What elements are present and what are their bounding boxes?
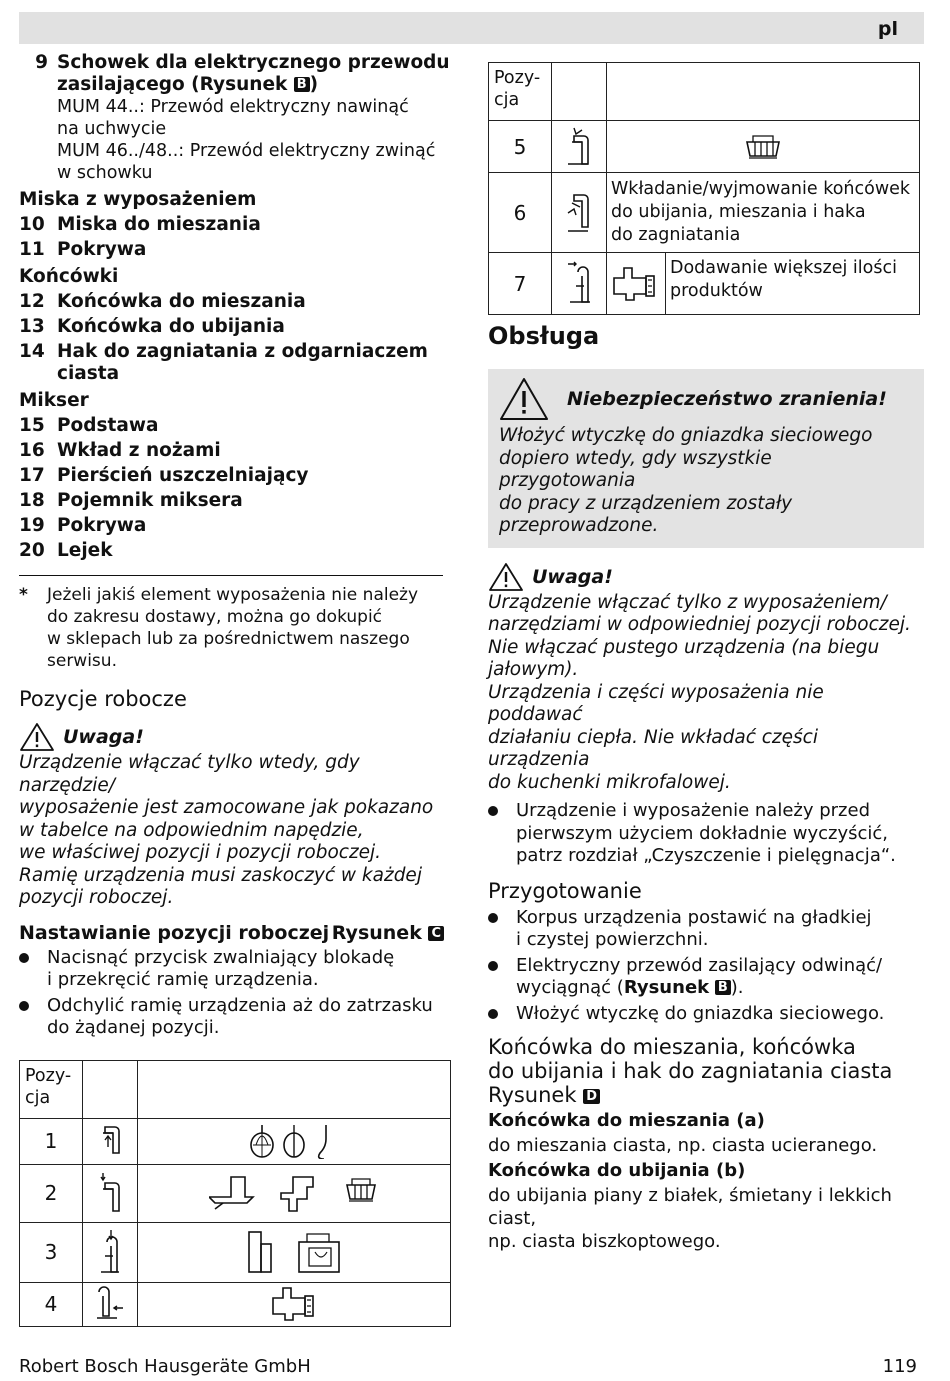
bullet-text — [516, 907, 924, 952]
tool-icons-cell — [138, 1222, 451, 1282]
language-code: pl — [877, 18, 898, 40]
table-row — [20, 1164, 451, 1222]
list-item — [19, 515, 459, 537]
figure-badge: B — [294, 77, 310, 92]
list-item — [19, 214, 459, 236]
item-label: Lejek — [57, 540, 113, 561]
position-2-icon — [97, 1171, 123, 1215]
figure-ref — [332, 922, 444, 944]
item-number: 9 — [35, 52, 48, 73]
tool-icons-cell — [138, 1282, 451, 1326]
list-item — [19, 490, 459, 512]
danger-line3: do pracy z urządzeniem zostały — [499, 492, 793, 514]
position-7-icon — [564, 260, 594, 308]
mixing-tool-heading: Końcówka do mieszania (a) — [488, 1110, 765, 1131]
position-4-icon — [95, 1286, 125, 1322]
bullet-item — [488, 1003, 924, 1026]
caution-text — [488, 592, 924, 795]
position-icon-cell — [552, 173, 607, 253]
bullet-line: Urządzenie i wyposażenie należy przed — [516, 800, 870, 821]
position-number: 5 — [489, 121, 552, 173]
group-heading-tools: Końcówki — [19, 266, 119, 287]
position-number: 1 — [20, 1118, 83, 1164]
caution-line1: Urządzenie włączać tylko z wyposażeniem/ — [488, 591, 887, 613]
header-bar — [19, 12, 924, 44]
bullet-item — [488, 955, 924, 1000]
footnote-symbol: * — [19, 585, 28, 605]
table-row — [489, 121, 920, 173]
group-heading-bowl: Miska z wyposażeniem — [19, 189, 257, 210]
caution-line5: Ramię urządzenia musi zaskoczyć w każdej — [19, 864, 422, 886]
item9-sub2-line2: w schowku — [57, 163, 153, 183]
item9-title-line1: Schowek dla elektrycznego przewodu — [57, 52, 450, 73]
description-line1: Wkładanie/wyjmowanie końcówek — [611, 179, 911, 199]
mixing-tool-text: do mieszania ciasta, np. ciasta ucieranego. — [488, 1135, 878, 1156]
whisk-line1: do ubijania piany z białek, śmietany i lekkich ciast, — [488, 1185, 892, 1229]
table-header-line1: Pozy- — [494, 68, 541, 88]
danger-heading — [499, 377, 913, 421]
caution-line1: Urządzenie włączać tylko wtedy, gdy narzędzie/ — [19, 752, 360, 796]
bullet-text — [516, 800, 924, 868]
caution-line3: w tabelce na odpowiednim napędzie, — [19, 819, 364, 841]
tools-title-line3: Rysunek — [488, 1083, 577, 1107]
item-number: 15 — [19, 415, 45, 436]
bullet-line-close: ). — [730, 977, 744, 998]
warning-triangle-icon — [19, 722, 55, 752]
item-number: 17 — [19, 465, 45, 486]
tool-icons-cell — [607, 121, 920, 173]
whisk-text — [488, 1184, 924, 1253]
position-5-icon — [564, 126, 594, 168]
list-item — [19, 415, 459, 437]
item14-line2: ciasta — [57, 363, 120, 384]
position-3-icon — [97, 1228, 123, 1276]
table-header-empty — [607, 63, 920, 121]
item-label: Pokrywa — [57, 515, 147, 536]
meat-grinder-icon — [269, 1284, 319, 1324]
table-header-line2: cja — [25, 1087, 51, 1108]
caution-line4: jałowym). — [488, 659, 579, 680]
danger-line1: Włożyć wtyczkę do gniazdka sieciowego — [499, 425, 873, 446]
positions-table-right — [488, 62, 920, 315]
table-row — [20, 1282, 451, 1326]
caution-line2: wyposażenie jest zamocowane jak pokazano — [19, 797, 434, 818]
table-header-empty — [552, 63, 607, 121]
item-number: 10 — [19, 214, 45, 235]
mixing-tools-icon — [244, 1123, 344, 1159]
bullet-line: pierwszym użyciem dokładnie wyczyścić, — [516, 822, 888, 844]
bullet-dot — [19, 947, 47, 992]
bullet-line: Odchylić ramię urządzenia aż do zatrzasku — [47, 994, 433, 1016]
caution-line4: we właściwej pozycji i pozycji roboczej. — [19, 842, 382, 863]
bullet-dot — [488, 1003, 516, 1026]
caution-line6: działaniu ciepła. Nie wkładać części urządzenia — [488, 726, 818, 770]
position-icon-cell — [83, 1222, 138, 1282]
caution-line6: pozycji roboczej. — [19, 887, 174, 908]
position-number: 2 — [20, 1164, 83, 1222]
item9-sub1-line2: na uchwycie — [57, 119, 167, 139]
list-item — [19, 316, 459, 338]
tools-title-line2: do ubijania i hak do zagniatania ciasta — [488, 1059, 893, 1083]
description-line2: produktów — [670, 281, 763, 301]
position-icon-cell — [552, 121, 607, 173]
mixer-blender-icon — [239, 1228, 349, 1276]
footnote-line2: do zakresu dostawy, można go dokupić — [47, 607, 383, 627]
description-line2: do ubijania, mieszania i haka — [611, 202, 866, 222]
group-heading-mixer: Mikser — [19, 390, 89, 411]
position-number: 4 — [20, 1282, 83, 1326]
accessory-attachments-icon — [209, 1171, 379, 1215]
item-label: Podstawa — [57, 415, 159, 436]
bullet-dot — [488, 955, 516, 1000]
item-label — [57, 52, 459, 96]
left-column — [19, 52, 459, 1327]
table-header-position — [20, 1060, 83, 1118]
footnote-line1: Jeżeli jakiś element wyposażenia nie należy — [47, 585, 419, 605]
bullet-text — [47, 995, 459, 1040]
caution-line7: do kuchenki mikrofalowej. — [488, 771, 731, 793]
item-number: 20 — [19, 540, 45, 561]
figure-badge: D — [583, 1089, 600, 1104]
caution-text — [19, 752, 459, 910]
item-number: 11 — [19, 239, 45, 260]
item-number: 13 — [19, 316, 45, 337]
caution-line5: Urządzenia i części wyposażenia nie poddawać — [488, 681, 824, 725]
bullet-dot — [488, 800, 516, 868]
section-title-preparation: Przygotowanie — [488, 878, 642, 903]
list-item — [19, 291, 459, 313]
list-item — [19, 440, 459, 462]
position-6-icon — [564, 191, 594, 235]
footnote-line4: serwisu. — [47, 651, 117, 671]
table-row — [489, 253, 920, 315]
bullet-line: Elektryczny przewód zasilający odwinąć/ — [516, 954, 883, 976]
danger-title: Niebezpieczeństwo zranienia! — [567, 388, 887, 410]
bullet-dot — [19, 995, 47, 1040]
caution-line3: Nie włączać pustego urządzenia (na biegu — [488, 636, 880, 658]
item-label: Końcówka do ubijania — [57, 316, 285, 337]
bullet-line: patrz rozdział „Czyszczenie i pielęgnacja“. — [516, 845, 896, 866]
position-1-icon — [97, 1123, 123, 1159]
caution-heading — [19, 722, 459, 752]
footnote-line3: w sklepach lub za pośrednictwem naszego — [47, 629, 410, 649]
table-header-line1: Pozy- — [25, 1065, 72, 1086]
bullet-line: i czystej powierzchni. — [516, 929, 709, 950]
figure-ref-label: Rysunek — [331, 921, 422, 944]
item-label: Wkład z nożami — [57, 440, 221, 461]
divider — [19, 575, 443, 576]
positions-table-left — [19, 1060, 451, 1327]
position-icon-cell — [83, 1118, 138, 1164]
list-item — [19, 239, 459, 261]
figure-ref-label: Rysunek — [623, 977, 710, 998]
position-number: 3 — [20, 1222, 83, 1282]
position-description — [666, 253, 920, 315]
tool-icons-cell — [138, 1164, 451, 1222]
table-header-position — [489, 63, 552, 121]
bullet-text — [516, 955, 924, 1000]
list-item-14 — [19, 341, 459, 385]
position-number: 6 — [489, 173, 552, 253]
bullet-text — [47, 947, 459, 992]
bullet-line: i przekręcić ramię urządzenia. — [47, 969, 319, 990]
item9-title-line2: zasilającego (Rysunek — [57, 74, 288, 95]
blender-jug-icon — [743, 132, 783, 162]
section-title-working-positions: Pozycje robocze — [19, 687, 187, 711]
item-number: 16 — [19, 440, 45, 461]
caution-heading — [488, 562, 924, 592]
footnote-text — [47, 584, 418, 672]
bullet-item — [19, 995, 459, 1040]
item-number: 14 — [19, 341, 45, 362]
danger-box — [488, 369, 924, 548]
description-line1: Dodawanie większej ilości — [670, 258, 897, 278]
item-label: Pojemnik miksera — [57, 490, 243, 511]
list-item-9 — [19, 52, 459, 96]
tool-icon-cell — [607, 253, 666, 315]
subsection-heading — [19, 922, 444, 944]
item14-line1: Hak do zagniatania z odgarniaczem — [57, 341, 428, 362]
table-row — [489, 173, 920, 253]
bullet-line: wyciągnąć ( — [516, 977, 624, 998]
subsection-title: Nastawianie pozycji roboczej — [19, 921, 330, 944]
bullet-item — [488, 800, 924, 868]
tool-icons-cell — [138, 1118, 451, 1164]
position-description — [607, 173, 920, 253]
position-icon-cell — [83, 1164, 138, 1222]
item-label: Końcówka do mieszania — [57, 291, 306, 312]
danger-text — [499, 425, 913, 538]
figure-badge: B — [715, 980, 731, 995]
caution-title: Uwaga! — [63, 726, 144, 748]
danger-line4: przeprowadzone. — [499, 515, 659, 536]
caution-title: Uwaga! — [532, 565, 613, 588]
whisk-heading: Końcówka do ubijania (b) — [488, 1160, 746, 1181]
section-title-operation: Obsługa — [488, 322, 600, 350]
table-row — [20, 1222, 451, 1282]
bullet-dot — [488, 907, 516, 952]
item9-title-close: ) — [309, 74, 319, 95]
position-icon-cell — [83, 1282, 138, 1326]
position-number: 7 — [489, 253, 552, 315]
bullet-item — [19, 947, 459, 992]
tools-title-line1: Końcówka do mieszania, końcówka — [488, 1035, 856, 1059]
table-header-line2: cja — [494, 90, 520, 110]
bullet-line: do żądanej pozycji. — [47, 1017, 220, 1038]
footnote — [19, 584, 459, 672]
warning-triangle-icon — [488, 562, 524, 592]
table-row — [20, 1118, 451, 1164]
bullet-line: Korpus urządzenia postawić na gładkiej — [516, 906, 872, 928]
meat-grinder-icon — [612, 264, 660, 304]
bullet-text: Włożyć wtyczkę do gniazdka sieciowego. — [516, 1002, 885, 1024]
bullet-line: Nacisnąć przycisk zwalniający blokadę — [47, 946, 395, 968]
item9-sub2-line1: MUM 46../48..: Przewód elektryczny zwinąć — [57, 141, 436, 161]
position-icon-cell — [552, 253, 607, 315]
danger-line2: dopiero wtedy, gdy wszystkie przygotowania — [499, 447, 772, 491]
right-column — [488, 62, 924, 1253]
item9-sub2 — [19, 140, 459, 184]
item-label: Pokrywa — [57, 239, 147, 260]
table-header-empty — [138, 1060, 451, 1118]
item-label: Pierścień uszczelniający — [57, 465, 309, 486]
table-header-empty — [83, 1060, 138, 1118]
warning-triangle-icon — [499, 377, 549, 421]
figure-badge: C — [428, 926, 444, 941]
section-title-tools — [488, 1035, 924, 1107]
whisk-line2: np. ciasta biszkoptowego. — [488, 1231, 721, 1252]
item9-sub1-line1: MUM 44..: Przewód elektryczny nawinąć — [57, 97, 409, 117]
list-item — [19, 540, 459, 562]
page-number: 119 — [882, 1356, 917, 1377]
item-number: 19 — [19, 515, 45, 536]
caution-line2: narzędziami w odpowiedniej pozycji roboczej. — [488, 614, 911, 635]
item-number: 18 — [19, 490, 45, 511]
item-label: Miska do mieszania — [57, 214, 261, 235]
item-number: 12 — [19, 291, 45, 312]
bullet-item — [488, 907, 924, 952]
list-item — [19, 465, 459, 487]
item-label — [57, 341, 459, 385]
footer-company: Robert Bosch Hausgeräte GmbH — [19, 1356, 311, 1377]
item9-sub1 — [19, 96, 459, 140]
description-line3: do zagniatania — [611, 225, 741, 245]
